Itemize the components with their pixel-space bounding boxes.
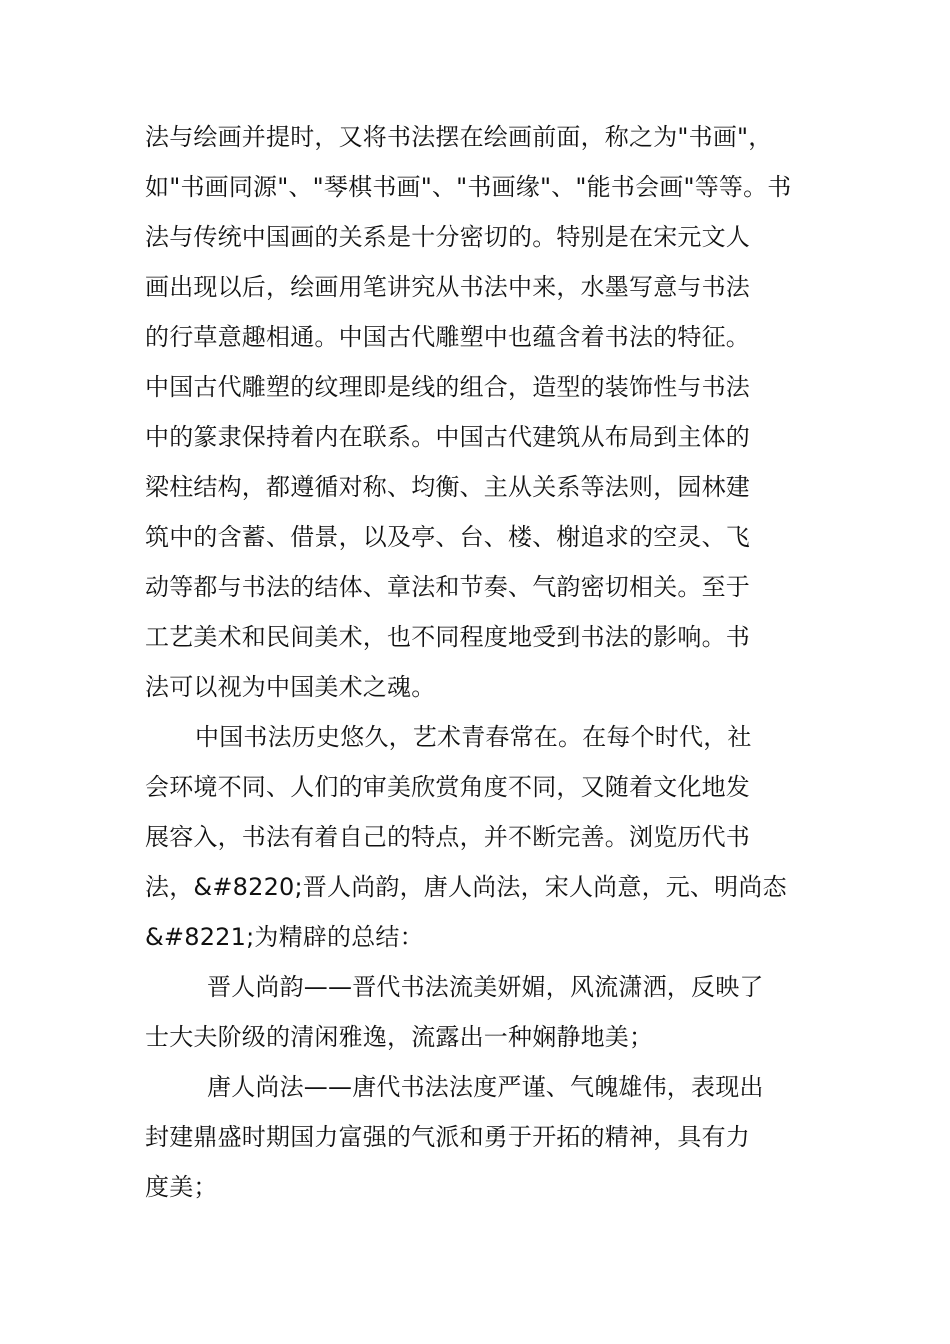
text-line: 中国古代雕塑的纹理即是线的组合，造型的装饰性与书法: [145, 373, 750, 401]
text-line: 画出现以后，绘画用笔讲究从书法中来，水墨写意与书法: [145, 273, 750, 301]
body-text: [145, 112, 805, 1212]
text-line: 度美；: [145, 1173, 218, 1201]
text-line: 士大夫阶级的清闲雅逸，流露出一种娴静地美；: [145, 1023, 654, 1051]
text-line: 梁柱结构，都遵循对称、均衡、主从关系等法则，园林建: [145, 473, 750, 501]
paragraph-start-line: 晋人尚韵——晋代书法流美妍媚，风流潇洒，反映了: [207, 973, 764, 1001]
text-line: &#8221;为精辟的总结：: [145, 923, 424, 951]
text-line: 法，&#8220;晋人尚韵，唐人尚法，宋人尚意，元、明尚态: [145, 873, 787, 901]
text-line: 中的篆隶保持着内在联系。中国古代建筑从布局到主体的: [145, 423, 750, 451]
text-line: 如"书画同源"、"琴棋书画"、"书画缘"、"能书会画"等等。书: [145, 173, 792, 201]
paragraph-start-line: 中国书法历史悠久，艺术青春常在。在每个时代，社: [195, 723, 752, 751]
text-line: 法与绘画并提时，又将书法摆在绘画前面，称之为"书画"，: [145, 123, 773, 151]
paragraph-start-line: 唐人尚法——唐代书法法度严谨、气魄雄伟，表现出: [207, 1073, 764, 1101]
text-line: 的行草意趣相通。中国古代雕塑中也蕴含着书法的特征。: [145, 323, 750, 351]
text-line: 封建鼎盛时期国力富强的气派和勇于开拓的精神，具有力: [145, 1123, 750, 1151]
text-line: 法与传统中国画的关系是十分密切的。特别是在宋元文人: [145, 223, 750, 251]
text-line: 筑中的含蓄、借景，以及亭、台、楼、榭追求的空灵、飞: [145, 523, 750, 551]
text-line: 动等都与书法的结体、章法和节奏、气韵密切相关。至于: [145, 573, 750, 601]
text-line: 展容入，书法有着自己的特点，并不断完善。浏览历代书: [145, 823, 750, 851]
text-line: 工艺美术和民间美术，也不同程度地受到书法的影响。书: [145, 623, 750, 651]
text-line: 会环境不同、人们的审美欣赏角度不同，又随着文化地发: [145, 773, 750, 801]
text-line: 法可以视为中国美术之魂。: [145, 673, 436, 701]
